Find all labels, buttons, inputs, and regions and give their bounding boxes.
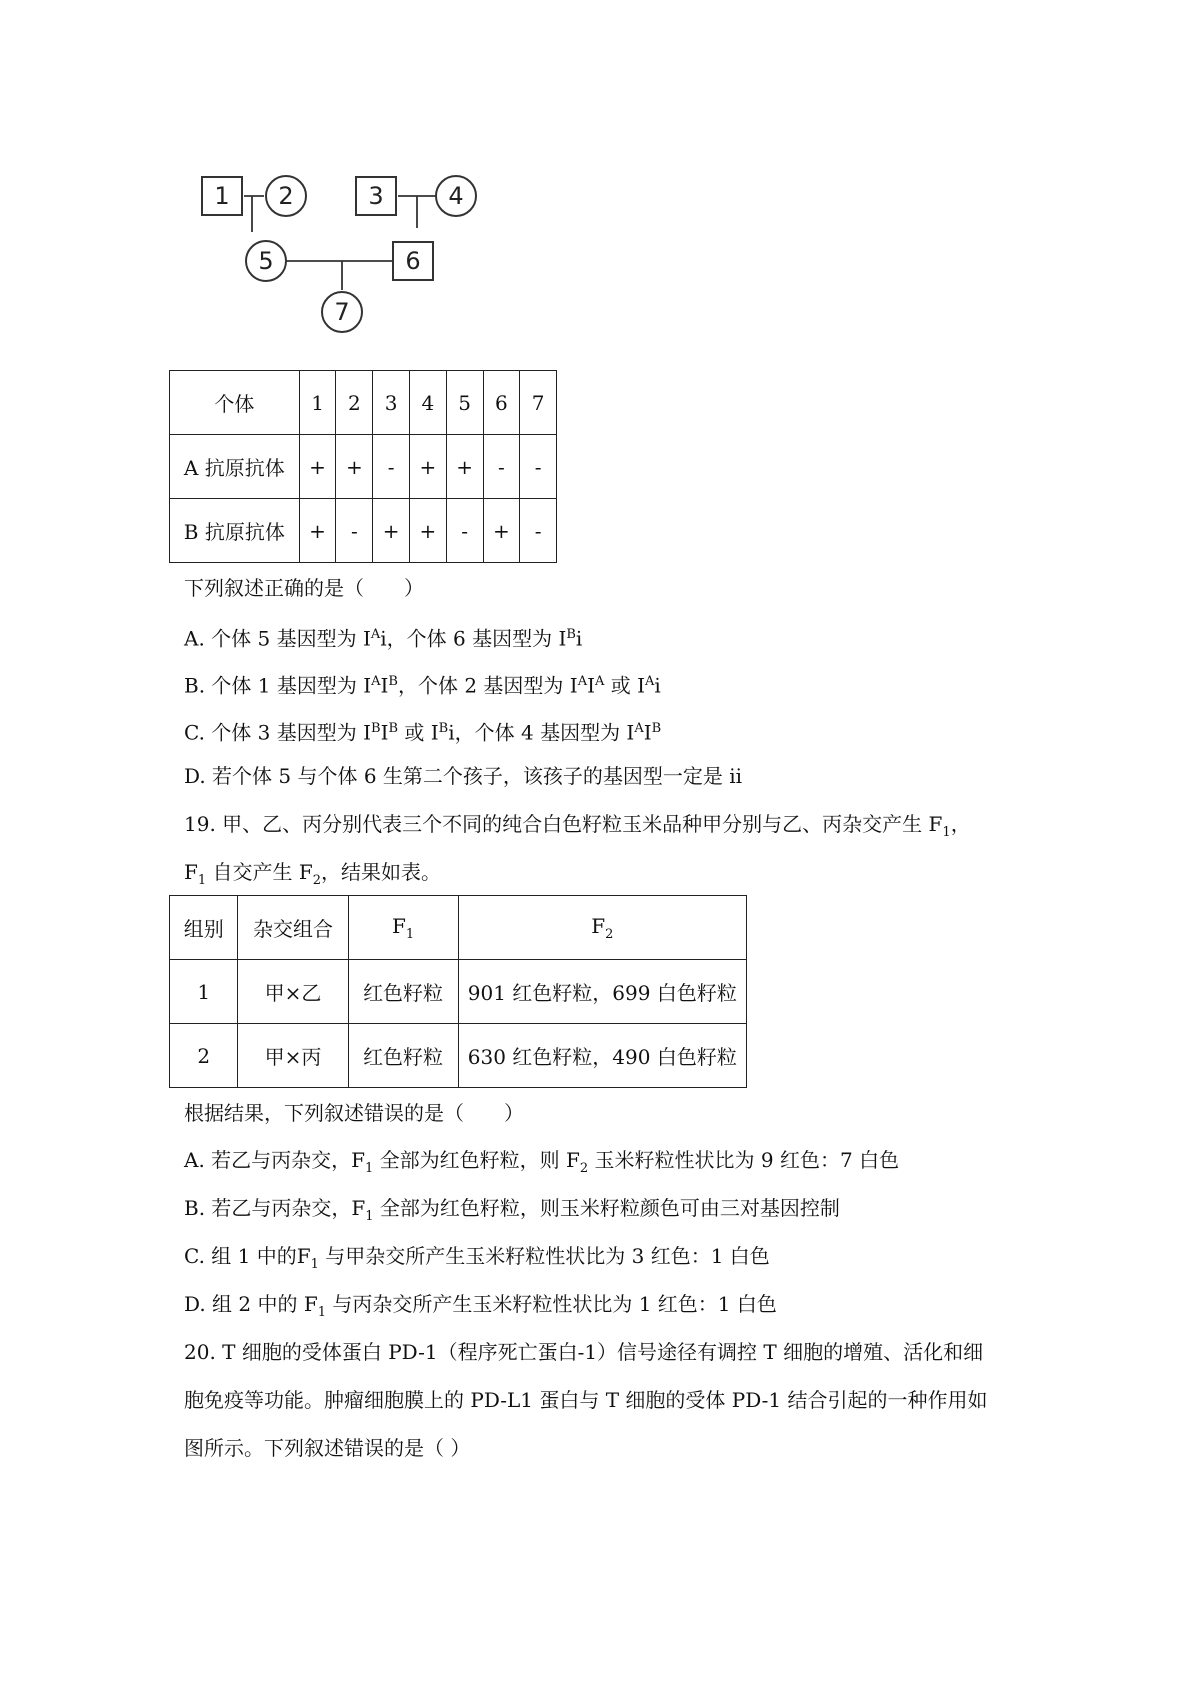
table-cell: - [520, 435, 557, 499]
table-cell: B 抗原抗体 [170, 499, 300, 563]
subscript: 1 [310, 1257, 319, 1272]
table-cell: - [446, 499, 483, 563]
option-text: i，个体 4 基因型为 I [448, 720, 635, 745]
table-cell: - [336, 499, 373, 563]
svg-text:4: 4 [448, 182, 464, 210]
table-cell: 4 [409, 371, 446, 435]
svg-text:7: 7 [334, 298, 350, 326]
q20-stem-line2: 胞免疫等功能。肿瘤细胞膜上的 PD-L1 蛋白与 T 细胞的受体 PD-1 结合引起的一种作用如 [184, 1388, 988, 1412]
table-cell: 甲×乙 [238, 960, 348, 1024]
table-row [170, 435, 557, 499]
table-cell: 组别 [170, 896, 238, 960]
q19-option-a [184, 1146, 899, 1183]
subscript: 1 [942, 825, 951, 840]
table-cell: 杂交组合 [238, 896, 348, 960]
table-cell: + [483, 499, 520, 563]
option-text: I [380, 720, 389, 745]
antibody-table-header [170, 371, 557, 435]
pedigree-node-3 [356, 177, 396, 215]
subscript: 2 [605, 926, 614, 942]
subscript: 1 [405, 926, 415, 942]
table-row [170, 1024, 747, 1088]
stem-text: ，结果如表。 [321, 860, 442, 884]
q19-option-b [184, 1194, 840, 1231]
table-cell: + [299, 435, 336, 499]
q20-stem-line1: 20. T 细胞的受体蛋白 PD-1（程序死亡蛋白-1）信号途径有调控 T 细胞的增殖、活化和细 [184, 1340, 984, 1364]
svg-text:1: 1 [214, 182, 230, 210]
cross-results-table [169, 895, 747, 1088]
cross-table-header [170, 896, 747, 960]
table-cell: 个体 [170, 371, 300, 435]
q20-stem-line3: 图所示。下列叙述错误的是（ ） [184, 1436, 471, 1460]
option-text: I [380, 673, 389, 698]
table-cell: - [520, 499, 557, 563]
table-cell: + [409, 499, 446, 563]
superscript: A [634, 721, 644, 736]
superscript: A [370, 627, 381, 642]
q19-option-c [184, 1242, 770, 1279]
table-cell: - [483, 435, 520, 499]
superscript: A [645, 674, 655, 689]
table-cell: 甲×丙 [238, 1024, 348, 1088]
q18-option-d [184, 762, 742, 790]
table-cell: + [299, 499, 336, 563]
superscript: B [651, 721, 662, 736]
svg-text:3: 3 [368, 182, 384, 210]
option-text: 个体 1 基因型为 I [211, 673, 372, 698]
q18-option-c [184, 715, 661, 747]
option-text: i [575, 626, 583, 651]
q18-prompt: 下列叙述正确的是（ ） [184, 576, 424, 600]
table-cell: + [336, 435, 373, 499]
header-text: F [391, 913, 406, 938]
option-text: ，个体 2 基因型为 I [397, 673, 578, 698]
q18-option-a [184, 621, 582, 653]
stem-text: 自交产生 F [206, 860, 313, 884]
option-text: 或 I [604, 673, 645, 698]
option-text: 全部为红色籽粒，则 F [373, 1148, 580, 1172]
pedigree-diagram [180, 160, 520, 350]
superscript: B [566, 627, 576, 642]
option-text: 全部为红色籽粒，则玉米籽粒颜色可由三对基因控制 [373, 1196, 840, 1220]
pedigree-node-2 [266, 176, 306, 216]
stem-text: ， [950, 812, 971, 836]
table-cell: A 抗原抗体 [170, 435, 300, 499]
superscript: A [594, 674, 605, 689]
table-cell [458, 896, 746, 960]
table-cell: 5 [446, 371, 483, 435]
table-cell: + [409, 435, 446, 499]
table-cell: 7 [520, 371, 557, 435]
svg-text:6: 6 [405, 247, 421, 275]
subscript: 1 [317, 1305, 326, 1320]
subscript: 1 [365, 1209, 374, 1224]
superscript: B [388, 721, 399, 736]
table-cell: 901 红色籽粒，699 白色籽粒 [458, 960, 746, 1024]
option-text: C. 组 1 中的F [184, 1244, 311, 1268]
q19-option-d [184, 1290, 777, 1327]
option-text: i，个体 6 基因型为 I [380, 626, 567, 651]
table-row [170, 499, 557, 563]
option-text: 与甲杂交所产生玉米籽粒性状比为 3 红色：1 白色 [318, 1244, 770, 1268]
superscript: B [371, 721, 381, 736]
pedigree-node-1 [202, 177, 242, 215]
option-text: 个体 5 基因型为 I [211, 626, 371, 651]
superscript: A [577, 674, 588, 689]
table-cell: - [373, 435, 410, 499]
subscript: 1 [365, 1161, 374, 1176]
option-text: B. 若乙与丙杂交，F [184, 1196, 366, 1220]
option-text: 玉米籽粒性状比为 9 红色：7 白色 [588, 1148, 900, 1172]
stem-text: F [184, 860, 198, 884]
svg-text:5: 5 [258, 247, 274, 275]
option-text: i [654, 673, 661, 698]
q18-option-b [184, 668, 661, 700]
q19-stem-line2 [184, 858, 441, 895]
pedigree-node-6 [393, 242, 433, 280]
option-text: A. 若乙与丙杂交，F [184, 1148, 366, 1172]
superscript: A [371, 674, 381, 689]
subscript: 2 [579, 1161, 589, 1176]
svg-text:2: 2 [278, 182, 294, 210]
subscript: 2 [312, 873, 322, 888]
table-cell: + [446, 435, 483, 499]
option-text: I [643, 720, 652, 745]
option-text: 或 I [398, 720, 439, 745]
table-cell: 1 [299, 371, 336, 435]
superscript: B [388, 674, 398, 689]
q19-prompt: 根据结果，下列叙述错误的是（ ） [184, 1101, 524, 1125]
superscript: B [438, 721, 449, 736]
table-cell: 2 [336, 371, 373, 435]
option-letter: D. [184, 764, 206, 788]
option-text: 与丙杂交所产生玉米籽粒性状比为 1 红色：1 白色 [326, 1292, 777, 1316]
table-cell [348, 896, 458, 960]
option-text: 个体 3 基因型为 I [211, 720, 372, 745]
table-cell: 红色籽粒 [348, 1024, 458, 1088]
pedigree-node-7 [322, 292, 362, 332]
header-text: F [591, 913, 606, 938]
table-cell: 1 [170, 960, 238, 1024]
table-row [170, 960, 747, 1024]
option-letter: B. [184, 673, 206, 698]
q19-stem-line1 [184, 810, 971, 847]
table-cell: 红色籽粒 [348, 960, 458, 1024]
option-letter: A. [184, 626, 205, 651]
antibody-table [169, 370, 557, 563]
table-cell: 6 [483, 371, 520, 435]
option-text: D. 组 2 中的 F [184, 1292, 318, 1316]
table-cell: 630 红色籽粒，490 白色籽粒 [458, 1024, 746, 1088]
option-letter: C. [184, 720, 205, 745]
stem-text: 19. 甲、乙、丙分别代表三个不同的纯合白色籽粒玉米品种甲分别与乙、丙杂交产生 F [184, 812, 943, 836]
pedigree-node-5 [246, 241, 286, 281]
table-cell: + [373, 499, 410, 563]
subscript: 1 [197, 873, 207, 888]
option-text: I [587, 673, 595, 698]
option-text: 若个体 5 与个体 6 生第二个孩子，该孩子的基因型一定是 ii [212, 764, 743, 788]
table-cell: 3 [373, 371, 410, 435]
pedigree-node-4 [436, 176, 476, 216]
table-cell: 2 [170, 1024, 238, 1088]
